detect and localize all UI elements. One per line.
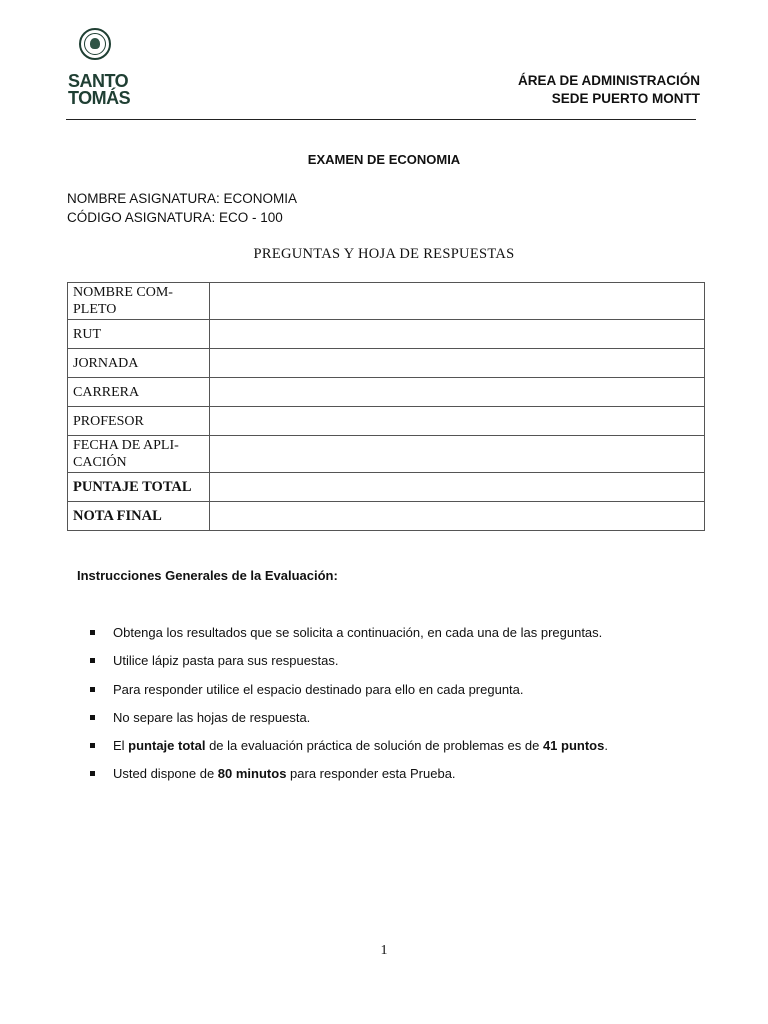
course-info (67, 189, 297, 227)
logo-word-2: TOMÁS (68, 88, 131, 108)
area-header (518, 72, 700, 108)
form-field-answer[interactable] (210, 473, 705, 502)
header-divider (66, 119, 696, 120)
instruction-text: Obtenga los resultados que se solicita a continuación, en cada una de las preguntas. (113, 625, 603, 640)
instruction-text: No separe las hojas de respuesta. (113, 709, 311, 725)
form-field-label: CARRERA (68, 378, 210, 407)
form-field-answer[interactable] (210, 283, 705, 320)
instruction-text: Para responder utilice el espacio destinado para ello en cada pregunta. (113, 681, 524, 697)
form-field-label: PUNTAJE TOTAL (68, 473, 210, 502)
course-name-value: : ECONOMIA (216, 191, 298, 206)
form-field-label: FECHA DE APLI- CACIÓN (68, 436, 210, 473)
form-row (68, 407, 705, 436)
form-field-label: RUT (68, 320, 210, 349)
instruction-text: de la evaluación práctica de solución de problemas es de (205, 738, 543, 754)
instruction-emphasis: puntaje total (128, 738, 206, 754)
answer-sheet-title: PREGUNTAS Y HOJA DE RESPUESTAS (253, 246, 515, 262)
instructions-list (90, 623, 608, 793)
instruction-emphasis: 80 minutos (217, 766, 287, 782)
form-row (68, 320, 705, 349)
form-field-answer[interactable] (210, 407, 705, 436)
logo-wordmark (68, 71, 131, 108)
form-row (68, 473, 705, 502)
form-field-answer[interactable] (210, 502, 705, 531)
instruction-item (90, 651, 608, 679)
course-name-label: NOMBRE ASIGNATURA (67, 191, 217, 206)
form-field-label: PROFESOR (68, 407, 210, 436)
form-row (68, 349, 705, 378)
form-row (68, 436, 705, 473)
bullet-square-icon (90, 743, 95, 748)
form-field-answer[interactable] (210, 378, 705, 407)
bullet-square-icon (90, 771, 95, 776)
university-seal-icon (79, 28, 111, 60)
course-name-line (67, 189, 297, 208)
instruction-emphasis: 41 puntos (542, 738, 605, 754)
student-info-table (67, 282, 705, 531)
form-field-label: NOMBRE COM- PLETO (68, 283, 210, 320)
instruction-item (90, 680, 608, 708)
santo-tomas-logo (66, 26, 131, 112)
page-number: 1 (380, 943, 388, 958)
instruction-text: Usted dispone de (113, 766, 218, 782)
instruction-text: Utilice lápiz pasta para sus respuestas. (113, 653, 339, 669)
bullet-square-icon (90, 658, 95, 663)
exam-title: EXAMEN DE ECONOMIA (307, 152, 461, 167)
bullet-square-icon (90, 630, 95, 635)
form-field-answer[interactable] (210, 320, 705, 349)
campus-name: SEDE PUERTO MONTT (551, 91, 700, 106)
area-name: ÁREA DE ADMINISTRACIÓN (518, 73, 700, 88)
form-field-label: JORNADA (68, 349, 210, 378)
instruction-text: El (113, 738, 129, 754)
course-code-line: CÓDIGO ASIGNATURA: ECO - 100 (67, 210, 283, 225)
form-field-answer[interactable] (210, 436, 705, 473)
bullet-square-icon (90, 715, 95, 720)
form-row (68, 502, 705, 531)
instruction-text: para responder esta Prueba. (286, 766, 456, 782)
form-field-answer[interactable] (210, 349, 705, 378)
bullet-square-icon (90, 687, 95, 692)
instruction-text: . (604, 738, 608, 754)
instruction-item (90, 736, 608, 764)
form-row (68, 378, 705, 407)
instruction-item (90, 623, 608, 651)
form-row (68, 283, 705, 320)
logo-word-1: SANTO (68, 71, 129, 91)
form-field-label: NOTA FINAL (68, 502, 210, 531)
instruction-item (90, 764, 608, 792)
instructions-title: Instrucciones Generales de la Evaluación: (77, 568, 338, 583)
instruction-item (90, 708, 608, 736)
